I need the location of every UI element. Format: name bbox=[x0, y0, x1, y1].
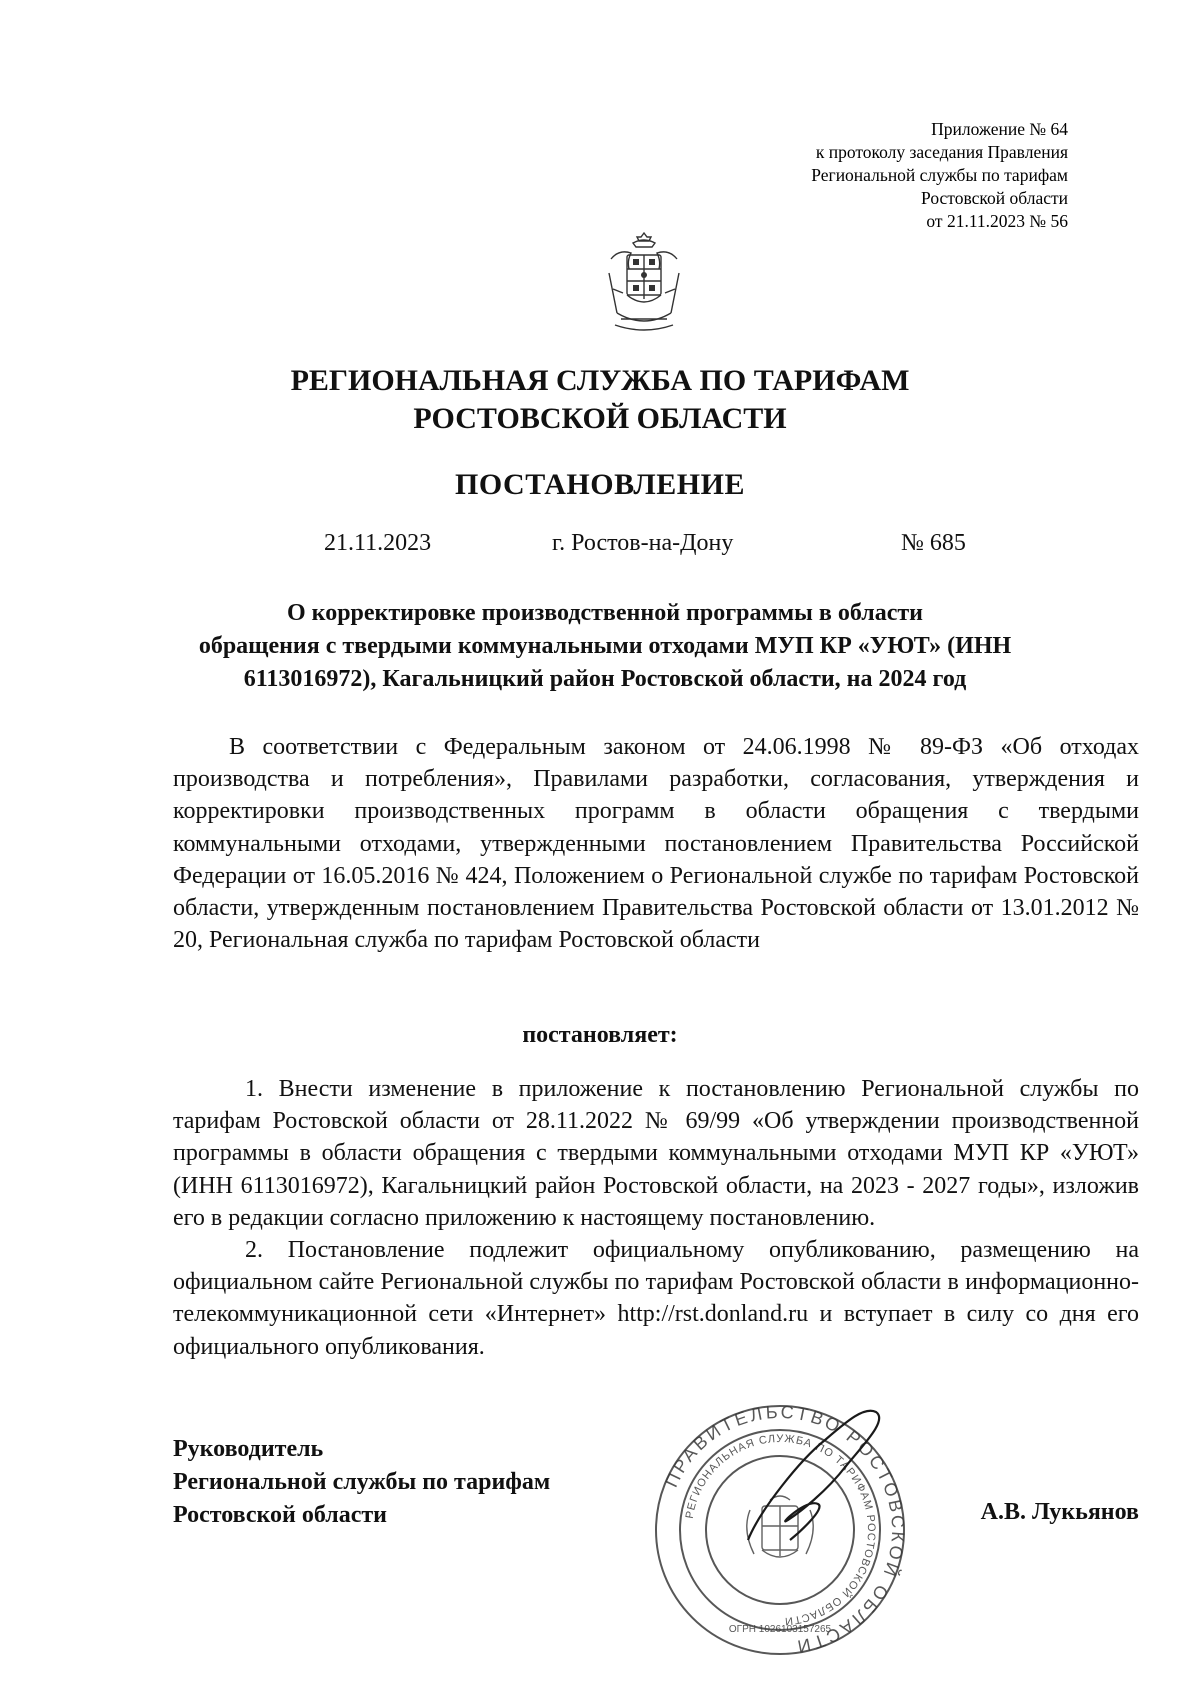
appendix-line: от 21.11.2023 № 56 bbox=[926, 211, 1068, 231]
seal-inner-text: РЕГИОНАЛЬНАЯ СЛУЖБА ПО ТАРИФАМ РОСТОВСКОЙ ОБЛАСТИ bbox=[683, 1432, 878, 1627]
preamble-paragraph: В соответствии с Федеральным законом от 24.06.1998 № 89-ФЗ «Об отходах производства и потребления», Правилами разработки, согласования, утверждения и корректировки производственных программ в области обращения с твердыми коммунальными отходами, утвержденными постановлением Правительства Российской Федерации от 16.05.2016 № 424, Положением о Региональной службе по тарифам Ростовской области, утвержденным постановлением Правительства Ростовской области от 13.01.2012 № 20, Региональная служба по тарифам Ростовской области bbox=[173, 734, 1139, 954]
document-city: г. Ростов-на-Дону bbox=[552, 530, 734, 556]
coat-of-arms-icon bbox=[603, 229, 685, 333]
organization-title-line: РЕГИОНАЛЬНАЯ СЛУЖБА ПО ТАРИФАМ bbox=[290, 364, 910, 397]
subject-line: 6113016972), Кагальницкий район Ростовской области, на 2024 год bbox=[243, 666, 967, 692]
seal-outer-text: ПРАВИТЕЛЬСТВО РОСТОВСКОЙ ОБЛАСТИ bbox=[661, 1401, 909, 1658]
subject-line: О корректировке производственной программы в области bbox=[287, 600, 923, 626]
appendix-reference bbox=[811, 118, 1068, 233]
official-seal-stamp bbox=[650, 1400, 910, 1660]
signatory-title-line: Руководитель bbox=[173, 1436, 324, 1462]
signatory-title-line: Региональной службы по тарифам bbox=[173, 1469, 551, 1495]
appendix-line: к протоколу заседания Правления bbox=[815, 142, 1068, 162]
document-subject bbox=[160, 597, 1050, 696]
document-type: ПОСТАНОВЛЕНИЕ bbox=[455, 468, 745, 501]
decree-word: постановляет: bbox=[522, 1022, 678, 1048]
seal-emblem-icon bbox=[747, 1496, 813, 1557]
appendix-line: Региональной службы по тарифам bbox=[811, 165, 1068, 185]
clauses bbox=[173, 1073, 1139, 1363]
organization-title bbox=[150, 362, 1050, 438]
organization-title-line: РОСТОВСКОЙ ОБЛАСТИ bbox=[413, 402, 787, 435]
appendix-line: Приложение № 64 bbox=[931, 119, 1068, 139]
clause-paragraph: 2. Постановление подлежит официальному опубликованию, размещению на официальном сайте Региональной службы по тарифам Ростовской области в информационно-телекоммуникационной сети «Интернет» http://rst.donland.ru и вступает в силу со дня его официального опубликования. bbox=[173, 1237, 1139, 1360]
clause-paragraph: 1. Внести изменение в приложение к постановлению Региональной службы по тарифам Ростовской области от 28.11.2022 № 69/99 «Об утверждении производственной программы в области обращения с твердыми коммунальными отходами МУП КР «УЮТ» (ИНН 6113016972), Кагальницкий район Ростовской области, на 2023 - 2027 годы», изложив его в редакции согласно приложению к настоящему постановлению. bbox=[173, 1076, 1139, 1231]
document-date: 21.11.2023 bbox=[324, 530, 432, 556]
signatory-title-line: Ростовской области bbox=[173, 1502, 387, 1528]
subject-line: обращения с твердыми коммунальными отходами МУП КР «УЮТ» (ИНН bbox=[198, 633, 1012, 659]
appendix-line: Ростовской области bbox=[921, 188, 1068, 208]
signatory-title bbox=[173, 1433, 550, 1532]
seal-id-text: ОГРН 1026103157265 bbox=[728, 1624, 832, 1635]
document-number: № 685 bbox=[901, 530, 966, 556]
signatory-name: А.В. Лукьянов bbox=[980, 1499, 1139, 1525]
